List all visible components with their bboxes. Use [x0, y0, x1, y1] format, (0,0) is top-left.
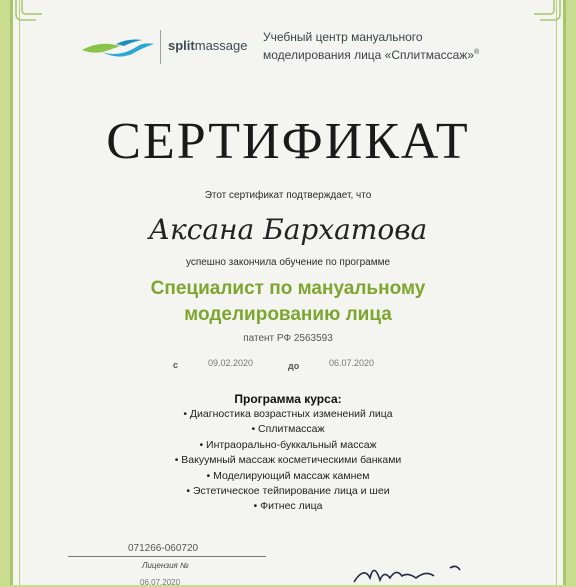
- course-program-title: Программа курса:: [234, 392, 342, 406]
- certificate-header: [80, 28, 520, 68]
- from-label: с: [173, 360, 179, 370]
- course-program-list: [0, 407, 576, 515]
- splitmassage-logo-icon: [80, 32, 158, 62]
- license-label: Лицензия №: [142, 561, 189, 570]
- course-item: • Интраорально-буккальный массаж: [199, 438, 377, 451]
- course-item: • Вакуумный массаж косметическими банками: [174, 454, 402, 467]
- logo-wordmark-bold: split: [168, 38, 195, 53]
- center-name-line-1: Учебный центр мануального: [263, 30, 423, 44]
- logo-wordmark-light: massage: [194, 38, 248, 53]
- program-name-line-1: Специалист по мануальному: [150, 278, 426, 299]
- course-item: • Фитнес лица: [253, 500, 323, 513]
- end-date: 06.07.2020: [329, 358, 375, 368]
- completed-text: успешно закончила обучение по программе: [185, 257, 391, 268]
- recipient-name: Аксана Бархатова: [148, 213, 428, 246]
- training-center-name: [263, 30, 533, 63]
- license-number: 071266-060720: [128, 543, 199, 554]
- license-underline: [68, 556, 266, 557]
- program-name-line-2: моделированию лица: [184, 304, 392, 325]
- signature-icon: [350, 560, 470, 585]
- to-label: до: [288, 361, 300, 371]
- corner-ornament-top-right: [524, 0, 564, 24]
- start-date: 09.02.2020: [208, 358, 254, 368]
- registered-mark: ®: [474, 49, 480, 56]
- confirms-text: Этот сертификат подтверждает, что: [204, 190, 372, 201]
- course-item: • Моделирующий массаж камнем: [206, 469, 370, 482]
- course-item: • Сплитмассаж: [251, 423, 325, 436]
- course-item: • Эстетическое тейпирование лица и шеи: [186, 485, 390, 498]
- license-date: 06.07.2020: [140, 578, 181, 587]
- center-name-line-2: моделирования лица «Сплитмассаж»: [263, 48, 474, 62]
- course-item: • Диагностика возрастных изменений лица: [183, 408, 393, 420]
- certificate-title: СЕРТИФИКАТ: [106, 113, 470, 170]
- logo-wordmark: [168, 38, 247, 53]
- patent-number: патент РФ 2563593: [243, 333, 333, 344]
- corner-ornament-top-left: [12, 0, 52, 24]
- logo-divider: [160, 30, 161, 64]
